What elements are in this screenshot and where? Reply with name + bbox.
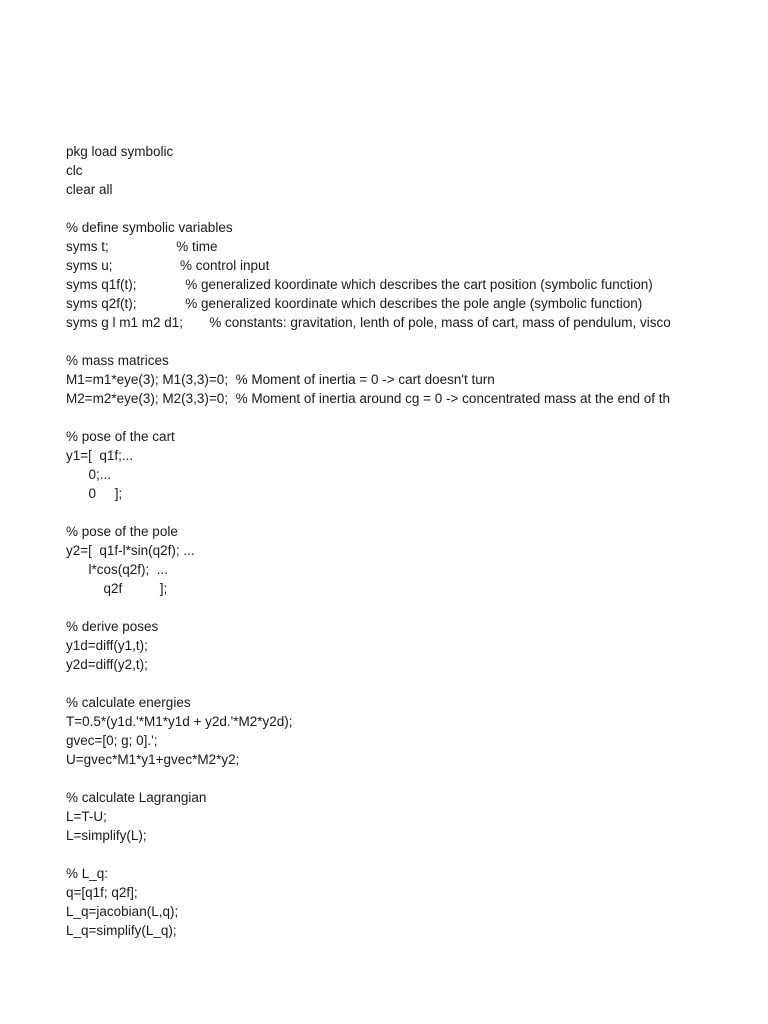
code-line: syms u; % control input bbox=[66, 258, 270, 273]
code-line: gvec=[0; g; 0].'; bbox=[66, 733, 158, 748]
code-comment: % L_q: bbox=[66, 866, 109, 881]
code-comment: % pose of the pole bbox=[66, 524, 178, 539]
blank-line bbox=[66, 199, 682, 218]
code-comment: % mass matrices bbox=[66, 353, 169, 368]
code-line: y2=[ q1f-l*sin(q2f); ... bbox=[66, 543, 195, 558]
blank-line bbox=[66, 674, 682, 693]
code-comment: % calculate energies bbox=[66, 695, 191, 710]
blank-line bbox=[66, 503, 682, 522]
code-line: L=T-U; bbox=[66, 809, 107, 824]
code-comment: % pose of the cart bbox=[66, 429, 175, 444]
code-line: clear all bbox=[66, 182, 113, 197]
code-line: q2f ]; bbox=[66, 581, 168, 596]
code-line: q=[q1f; q2f]; bbox=[66, 885, 138, 900]
code-line: M2=m2*eye(3); M2(3,3)=0; % Moment of inertia around cg = 0 -> concentrated mass at the end of th bbox=[66, 391, 671, 406]
code-line: clc bbox=[66, 163, 83, 178]
code-line: L_q=simplify(L_q); bbox=[66, 923, 177, 938]
code-line: 0 ]; bbox=[66, 486, 123, 501]
code-comment: % derive poses bbox=[66, 619, 159, 634]
blank-line bbox=[66, 332, 682, 351]
blank-line bbox=[66, 408, 682, 427]
code-line: y1d=diff(y1,t); bbox=[66, 638, 148, 653]
code-line: L_q=jacobian(L,q); bbox=[66, 904, 179, 919]
code-line: U=gvec*M1*y1+gvec*M2*y2; bbox=[66, 752, 240, 767]
code-line: y2d=diff(y2,t); bbox=[66, 657, 148, 672]
blank-line bbox=[66, 845, 682, 864]
code-line: y1=[ q1f;... bbox=[66, 448, 134, 463]
code-line: M1=m1*eye(3); M1(3,3)=0; % Moment of inertia = 0 -> cart doesn't turn bbox=[66, 372, 495, 387]
code-comment: % define symbolic variables bbox=[66, 220, 233, 235]
code-line: pkg load symbolic bbox=[66, 144, 174, 159]
code-line: T=0.5*(y1d.'*M1*y1d + y2d.'*M2*y2d); bbox=[66, 714, 293, 729]
code-line: L=simplify(L); bbox=[66, 828, 147, 843]
code-line: l*cos(q2f); ... bbox=[66, 562, 169, 577]
code-line: syms q1f(t); % generalized koordinate which describes the cart position (symbolic function) bbox=[66, 277, 653, 292]
code-line: syms q2f(t); % generalized koordinate which describes the pole angle (symbolic function) bbox=[66, 296, 643, 311]
code-line: syms g l m1 m2 d1; % constants: gravitation, lenth of pole, mass of cart, mass of pendulum, visco bbox=[66, 315, 671, 330]
blank-line bbox=[66, 598, 682, 617]
code-comment: % calculate Lagrangian bbox=[66, 790, 207, 805]
code-line: syms t; % time bbox=[66, 239, 218, 254]
blank-line bbox=[66, 769, 682, 788]
code-line: 0;... bbox=[66, 467, 112, 482]
